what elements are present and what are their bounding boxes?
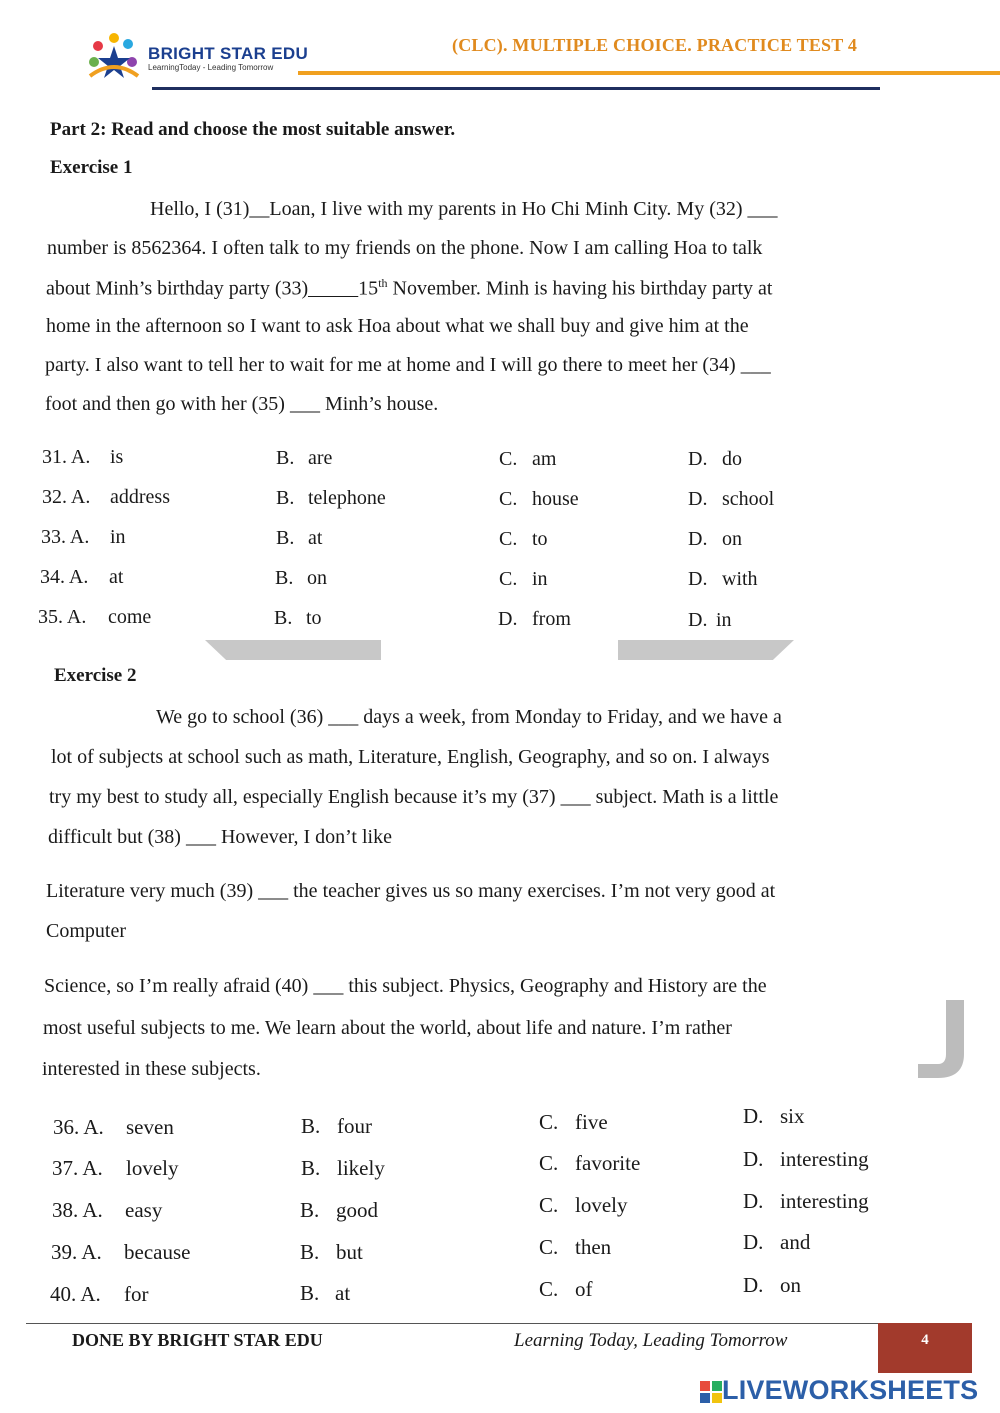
option-c[interactable]: to [532,528,548,550]
option-a[interactable]: come [108,606,152,628]
part-heading: Part 2: Read and choose the most suitable answer. [50,119,456,140]
option-b-letter: B. [274,607,293,629]
option-d-letter: D. [743,1230,764,1254]
ex1-line-3 [46,276,772,301]
option-b-letter: B. [301,1156,321,1180]
option-c-letter: C. [499,528,518,550]
ex2-line-2: lot of subjects at school such as math, Literature, English, Geography, and so on. I always [51,746,770,768]
footer-credit: DONE BY BRIGHT STAR EDU [72,1330,323,1350]
option-d-letter: D. [743,1104,764,1128]
option-d-letter: D. [743,1273,764,1297]
brand-tagline: LearningToday - Leading Tomorrow [148,63,274,72]
option-c-letter: C. [499,568,518,590]
option-d[interactable]: school [722,488,775,510]
ex2-line-9: interested in these subjects. [42,1058,261,1080]
option-c[interactable]: five [575,1110,608,1134]
option-d-letter: D. [743,1147,764,1171]
option-c-letter: C. [539,1193,559,1217]
option-b[interactable]: to [306,607,322,629]
option-c[interactable]: of [575,1277,593,1301]
question-number: 38. A. [52,1198,103,1222]
option-d[interactable]: with [722,568,758,590]
option-b-letter: B. [276,527,295,549]
option-d[interactable]: do [722,448,742,470]
option-b-letter: B. [301,1114,321,1138]
option-c-letter: C. [499,448,518,470]
brand-name: BRIGHT STAR EDU [148,44,309,63]
option-b-letter: B. [276,447,295,469]
option-b[interactable]: at [335,1281,351,1305]
question-number: 37. A. [52,1156,103,1180]
option-d[interactable]: six [780,1104,805,1128]
option-b[interactable]: at [308,527,323,549]
decorative-letter-j [918,1000,970,1080]
option-b[interactable]: telephone [308,487,386,509]
option-c-letter: D. [498,608,518,630]
option-b[interactable]: but [336,1240,363,1264]
option-c-letter: C. [499,488,518,510]
question-number: 34. A. [40,566,89,588]
option-c[interactable]: house [532,488,579,510]
option-d[interactable]: interesting [780,1147,869,1171]
option-d[interactable]: on [780,1273,801,1297]
question-number: 39. A. [51,1240,102,1264]
ex1-line-2: number is 8562364. I often talk to my friends on the phone. Now I am calling Hoa to talk [47,237,763,259]
option-d[interactable]: interesting [780,1189,869,1213]
option-b-letter: B. [300,1281,320,1305]
option-b[interactable]: four [337,1114,372,1138]
option-d-letter: D. [688,488,708,510]
option-c-letter: C. [539,1110,559,1134]
ex1-line-3-end: November. Minh is having his birthday party at [387,277,773,300]
ex1-line-6: foot and then go with her (35) ___ Minh’s house. [45,393,439,415]
ex2-line-6: Computer [46,920,126,942]
ex2-line-7: Science, so I’m really afraid (40) ___ this subject. Physics, Geography and History are the [44,975,767,997]
option-b-letter: B. [276,487,295,509]
option-b[interactable]: good [336,1198,378,1222]
ex2-line-8: most useful subjects to me. We learn about the world, about life and nature. I’m rather [43,1017,732,1039]
option-b[interactable]: likely [337,1156,385,1180]
ex2-line-3: try my best to study all, especially English because it’s my (37) ___ subject. Math is a little [49,786,779,808]
option-b[interactable]: are [308,447,333,469]
option-c[interactable]: in [532,568,548,590]
decorative-shape-left [205,640,381,660]
option-b-letter: B. [300,1240,320,1264]
option-c[interactable]: favorite [575,1151,641,1175]
exercise2-title: Exercise 2 [54,665,137,686]
option-a[interactable]: is [110,446,124,468]
question-number: 40. A. [50,1282,101,1306]
option-a[interactable]: easy [125,1198,163,1222]
option-c[interactable]: am [532,448,557,470]
exercise1-title: Exercise 1 [50,157,133,178]
option-a[interactable]: at [109,566,124,588]
ex1-ordinal-suffix: th [378,276,388,290]
option-a[interactable]: in [110,526,126,548]
option-d-letter: D. [688,528,708,550]
question-number: 32. A. [42,486,91,508]
option-d[interactable]: on [722,528,742,550]
header-orange-rule [298,71,1000,75]
option-c-letter: C. [539,1277,559,1301]
liveworksheets-watermark: LIVEWORKSHEETS [722,1375,979,1405]
option-d-letter: D. [688,609,708,631]
option-d[interactable]: and [780,1230,811,1254]
header-navy-rule [152,87,880,90]
ex2-line-5: Literature very much (39) ___ the teacher gives us so many exercises. I’m not very good at [46,880,776,902]
liveworksheets-icon [700,1381,722,1403]
option-a[interactable]: for [124,1282,149,1306]
ex1-line-4: home in the afternoon so I want to ask Hoa about what we shall buy and give him at the [46,315,749,337]
question-number: 33. A. [41,526,90,548]
option-b-letter: B. [300,1198,320,1222]
ex1-line-5: party. I also want to tell her to wait for me at home and I will go there to meet her (34) ___ [45,354,771,376]
option-a[interactable]: because [124,1240,191,1264]
bright-star-logo [84,28,144,84]
ex2-line-4: difficult but (38) ___ However, I don’t like [48,826,392,848]
question-number: 31. A. [42,446,91,468]
footer-slogan: Learning Today, Leading Tomorrow [514,1330,788,1351]
option-c-letter: C. [539,1151,559,1175]
option-a[interactable]: lovely [126,1156,179,1180]
option-d-letter: D. [688,568,708,590]
test-title: (CLC). MULTIPLE CHOICE. PRACTICE TEST 4 [452,35,858,55]
option-d-letter: D. [743,1189,764,1213]
decorative-shape-right [618,640,794,660]
page-number: 4 [878,1323,972,1373]
ex1-line-1: Hello, I (31)__Loan, I live with my parents in Ho Chi Minh City. My (32) ___ [150,198,778,220]
option-c[interactable]: lovely [575,1193,628,1217]
option-a[interactable]: address [110,486,170,508]
option-a[interactable]: seven [126,1115,174,1139]
option-c[interactable]: then [575,1235,612,1259]
option-d-letter: D. [688,448,708,470]
option-c[interactable]: from [532,608,571,630]
option-b[interactable]: on [307,567,327,589]
option-b-letter: B. [275,567,294,589]
ex2-line-1: We go to school (36) ___ days a week, from Monday to Friday, and we have a [156,706,782,728]
footer-rule [26,1323,878,1324]
option-d[interactable]: in [716,609,732,631]
question-number: 35. A. [38,606,87,628]
ex1-line-3-start: about Minh’s birthday party (33)_____15 [46,277,379,300]
question-number: 36. A. [53,1115,104,1139]
option-c-letter: C. [539,1235,559,1259]
